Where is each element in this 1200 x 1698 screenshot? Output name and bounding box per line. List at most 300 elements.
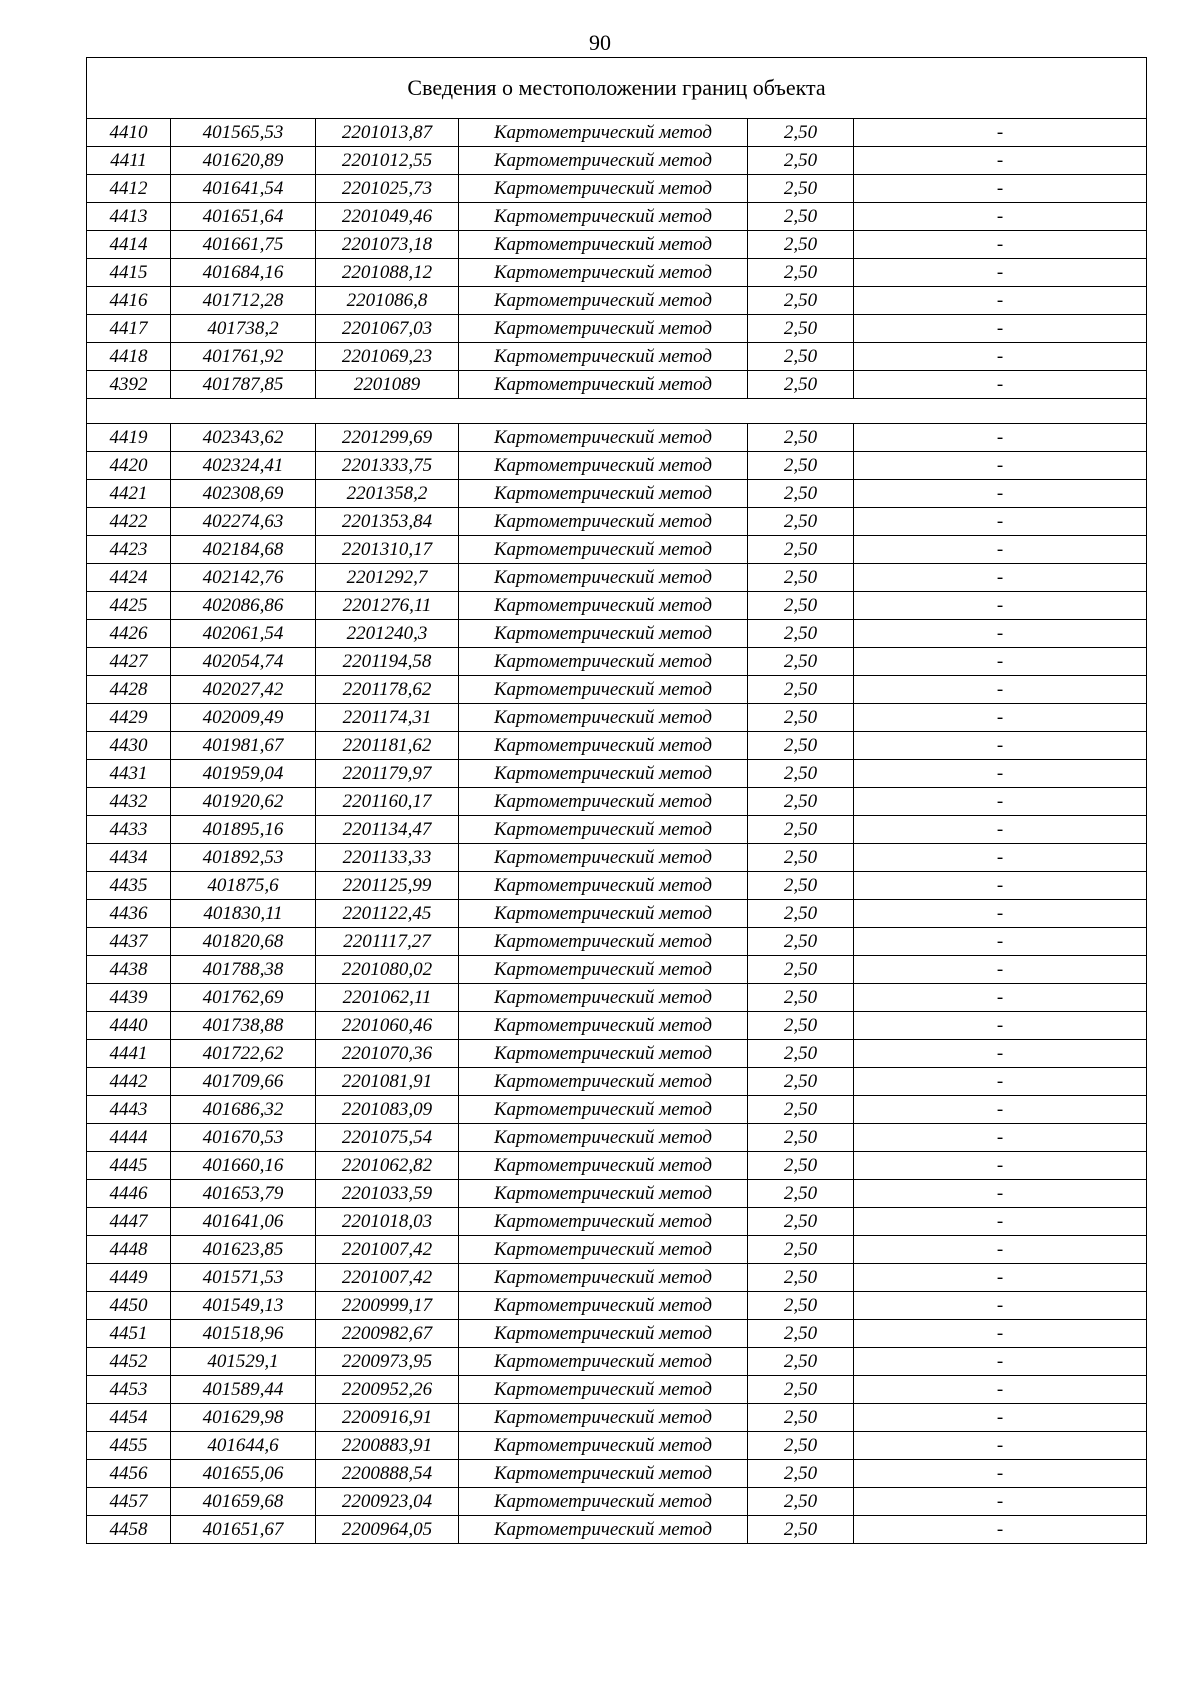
point-number-cell: 4419 [87,424,171,452]
table-row [87,452,1147,480]
description-cell: - [854,1460,1147,1488]
accuracy-cell: 2,50 [748,1432,854,1460]
description-cell: - [854,648,1147,676]
point-number-cell: 4411 [87,147,171,175]
table-row [87,1180,1147,1208]
y-coordinate-cell: 2201081,91 [316,1068,459,1096]
method-cell: Картометрический метод [459,1124,748,1152]
description-cell: - [854,480,1147,508]
table-row [87,1040,1147,1068]
x-coordinate-cell: 401660,16 [171,1152,316,1180]
table-row [87,928,1147,956]
description-cell: - [854,732,1147,760]
y-coordinate-cell: 2201358,2 [316,480,459,508]
method-cell: Картометрический метод [459,1068,748,1096]
accuracy-cell: 2,50 [748,480,854,508]
method-cell: Картометрический метод [459,1208,748,1236]
description-cell: - [854,1320,1147,1348]
y-coordinate-cell: 2201353,84 [316,508,459,536]
method-cell: Картометрический метод [459,592,748,620]
table-row [87,536,1147,564]
point-number-cell: 4421 [87,480,171,508]
x-coordinate-cell: 401875,6 [171,872,316,900]
description-cell: - [854,452,1147,480]
separator-cell [87,399,1147,424]
table-row [87,900,1147,928]
x-coordinate-cell: 401670,53 [171,1124,316,1152]
point-number-cell: 4423 [87,536,171,564]
method-cell: Картометрический метод [459,424,748,452]
y-coordinate-cell: 2201018,03 [316,1208,459,1236]
description-cell: - [854,1264,1147,1292]
y-coordinate-cell: 2200999,17 [316,1292,459,1320]
accuracy-cell: 2,50 [748,1236,854,1264]
accuracy-cell: 2,50 [748,676,854,704]
description-cell: - [854,788,1147,816]
description-cell: - [854,704,1147,732]
y-coordinate-cell: 2201133,33 [316,844,459,872]
method-cell: Картометрический метод [459,956,748,984]
point-number-cell: 4417 [87,315,171,343]
point-number-cell: 4451 [87,1320,171,1348]
method-cell: Картометрический метод [459,371,748,399]
y-coordinate-cell: 2201060,46 [316,1012,459,1040]
accuracy-cell: 2,50 [748,592,854,620]
x-coordinate-cell: 401644,6 [171,1432,316,1460]
x-coordinate-cell: 401959,04 [171,760,316,788]
accuracy-cell: 2,50 [748,1152,854,1180]
description-cell: - [854,1404,1147,1432]
x-coordinate-cell: 401762,69 [171,984,316,1012]
description-cell: - [854,900,1147,928]
y-coordinate-cell: 2201049,46 [316,203,459,231]
description-cell: - [854,1348,1147,1376]
y-coordinate-cell: 2201069,23 [316,343,459,371]
x-coordinate-cell: 401641,54 [171,175,316,203]
accuracy-cell: 2,50 [748,175,854,203]
accuracy-cell: 2,50 [748,203,854,231]
point-number-cell: 4455 [87,1432,171,1460]
x-coordinate-cell: 401830,11 [171,900,316,928]
y-coordinate-cell: 2200952,26 [316,1376,459,1404]
method-cell: Картометрический метод [459,203,748,231]
point-number-cell: 4420 [87,452,171,480]
x-coordinate-cell: 401738,2 [171,315,316,343]
description-cell: - [854,1432,1147,1460]
point-number-cell: 4439 [87,984,171,1012]
x-coordinate-cell: 402054,74 [171,648,316,676]
description-cell: - [854,536,1147,564]
point-number-cell: 4432 [87,788,171,816]
method-cell: Картометрический метод [459,732,748,760]
x-coordinate-cell: 401529,1 [171,1348,316,1376]
table-row [87,480,1147,508]
y-coordinate-cell: 2201033,59 [316,1180,459,1208]
x-coordinate-cell: 401892,53 [171,844,316,872]
table-row [87,1068,1147,1096]
point-number-cell: 4445 [87,1152,171,1180]
method-cell: Картометрический метод [459,508,748,536]
description-cell: - [854,119,1147,147]
table-row [87,956,1147,984]
y-coordinate-cell: 2201070,36 [316,1040,459,1068]
method-cell: Картометрический метод [459,816,748,844]
accuracy-cell: 2,50 [748,620,854,648]
description-cell: - [854,1012,1147,1040]
x-coordinate-cell: 401571,53 [171,1264,316,1292]
x-coordinate-cell: 401686,32 [171,1096,316,1124]
y-coordinate-cell: 2201080,02 [316,956,459,984]
x-coordinate-cell: 402061,54 [171,620,316,648]
table-row [87,1264,1147,1292]
y-coordinate-cell: 2200888,54 [316,1460,459,1488]
y-coordinate-cell: 2201181,62 [316,732,459,760]
method-cell: Картометрический метод [459,844,748,872]
table-row [87,1208,1147,1236]
description-cell: - [854,287,1147,315]
x-coordinate-cell: 402343,62 [171,424,316,452]
point-number-cell: 4436 [87,900,171,928]
y-coordinate-cell: 2201134,47 [316,816,459,844]
method-cell: Картометрический метод [459,1180,748,1208]
group-separator-row [87,399,1147,424]
method-cell: Картометрический метод [459,1488,748,1516]
accuracy-cell: 2,50 [748,147,854,175]
point-number-cell: 4414 [87,231,171,259]
y-coordinate-cell: 2201067,03 [316,315,459,343]
method-cell: Картометрический метод [459,1432,748,1460]
x-coordinate-cell: 401788,38 [171,956,316,984]
y-coordinate-cell: 2201007,42 [316,1264,459,1292]
point-number-cell: 4434 [87,844,171,872]
x-coordinate-cell: 402086,86 [171,592,316,620]
table-row [87,147,1147,175]
method-cell: Картометрический метод [459,984,748,1012]
accuracy-cell: 2,50 [748,1012,854,1040]
x-coordinate-cell: 401920,62 [171,788,316,816]
point-number-cell: 4392 [87,371,171,399]
y-coordinate-cell: 2201088,12 [316,259,459,287]
accuracy-cell: 2,50 [748,343,854,371]
x-coordinate-cell: 401651,64 [171,203,316,231]
table-row [87,343,1147,371]
method-cell: Картометрический метод [459,872,748,900]
table-title: Сведения о местоположении границ объекта [87,58,1147,119]
point-number-cell: 4424 [87,564,171,592]
table-row [87,371,1147,399]
x-coordinate-cell: 401653,79 [171,1180,316,1208]
description-cell: - [854,1124,1147,1152]
method-cell: Картометрический метод [459,1096,748,1124]
description-cell: - [854,1292,1147,1320]
x-coordinate-cell: 401712,28 [171,287,316,315]
y-coordinate-cell: 2201299,69 [316,424,459,452]
table-row [87,704,1147,732]
description-cell: - [854,760,1147,788]
method-cell: Картометрический метод [459,1264,748,1292]
point-number-cell: 4435 [87,872,171,900]
method-cell: Картометрический метод [459,1320,748,1348]
y-coordinate-cell: 2201240,3 [316,620,459,648]
accuracy-cell: 2,50 [748,1460,854,1488]
method-cell: Картометрический метод [459,119,748,147]
point-number-cell: 4453 [87,1376,171,1404]
method-cell: Картометрический метод [459,536,748,564]
point-number-cell: 4446 [87,1180,171,1208]
point-number-cell: 4433 [87,816,171,844]
table-row [87,564,1147,592]
x-coordinate-cell: 401659,68 [171,1488,316,1516]
table-row [87,1516,1147,1544]
description-cell: - [854,928,1147,956]
table-row [87,620,1147,648]
y-coordinate-cell: 2201083,09 [316,1096,459,1124]
x-coordinate-cell: 401549,13 [171,1292,316,1320]
description-cell: - [854,1208,1147,1236]
point-number-cell: 4418 [87,343,171,371]
method-cell: Картометрический метод [459,676,748,704]
accuracy-cell: 2,50 [748,816,854,844]
method-cell: Картометрический метод [459,315,748,343]
x-coordinate-cell: 402184,68 [171,536,316,564]
accuracy-cell: 2,50 [748,872,854,900]
y-coordinate-cell: 2200973,95 [316,1348,459,1376]
table-row [87,984,1147,1012]
description-cell: - [854,508,1147,536]
y-coordinate-cell: 2200964,05 [316,1516,459,1544]
method-cell: Картометрический метод [459,1348,748,1376]
accuracy-cell: 2,50 [748,287,854,315]
table-row [87,1292,1147,1320]
accuracy-cell: 2,50 [748,844,854,872]
y-coordinate-cell: 2201007,42 [316,1236,459,1264]
table-row [87,1488,1147,1516]
description-cell: - [854,259,1147,287]
accuracy-cell: 2,50 [748,1376,854,1404]
method-cell: Картометрический метод [459,175,748,203]
description-cell: - [854,1236,1147,1264]
method-cell: Картометрический метод [459,1040,748,1068]
accuracy-cell: 2,50 [748,1516,854,1544]
x-coordinate-cell: 402324,41 [171,452,316,480]
table-row [87,287,1147,315]
method-cell: Картометрический метод [459,343,748,371]
table-row [87,259,1147,287]
accuracy-cell: 2,50 [748,788,854,816]
point-number-cell: 4456 [87,1460,171,1488]
method-cell: Картометрический метод [459,1404,748,1432]
accuracy-cell: 2,50 [748,508,854,536]
accuracy-cell: 2,50 [748,704,854,732]
description-cell: - [854,424,1147,452]
method-cell: Картометрический метод [459,648,748,676]
accuracy-cell: 2,50 [748,1488,854,1516]
x-coordinate-cell: 401722,62 [171,1040,316,1068]
table-row [87,732,1147,760]
table-row [87,315,1147,343]
x-coordinate-cell: 401761,92 [171,343,316,371]
x-coordinate-cell: 401738,88 [171,1012,316,1040]
description-cell: - [854,1516,1147,1544]
table-row [87,175,1147,203]
x-coordinate-cell: 401620,89 [171,147,316,175]
point-number-cell: 4458 [87,1516,171,1544]
table-row [87,231,1147,259]
x-coordinate-cell: 401661,75 [171,231,316,259]
point-number-cell: 4429 [87,704,171,732]
description-cell: - [854,1096,1147,1124]
method-cell: Картометрический метод [459,147,748,175]
method-cell: Картометрический метод [459,760,748,788]
method-cell: Картометрический метод [459,900,748,928]
description-cell: - [854,343,1147,371]
accuracy-cell: 2,50 [748,1292,854,1320]
x-coordinate-cell: 401518,96 [171,1320,316,1348]
x-coordinate-cell: 401655,06 [171,1460,316,1488]
point-number-cell: 4447 [87,1208,171,1236]
table-row [87,844,1147,872]
method-cell: Картометрический метод [459,452,748,480]
accuracy-cell: 2,50 [748,424,854,452]
y-coordinate-cell: 2201194,58 [316,648,459,676]
y-coordinate-cell: 2201179,97 [316,760,459,788]
point-number-cell: 4441 [87,1040,171,1068]
table-row [87,1320,1147,1348]
description-cell: - [854,203,1147,231]
x-coordinate-cell: 401589,44 [171,1376,316,1404]
table-row [87,760,1147,788]
description-cell: - [854,956,1147,984]
table-row [87,676,1147,704]
x-coordinate-cell: 402009,49 [171,704,316,732]
table-row [87,1012,1147,1040]
method-cell: Картометрический метод [459,1376,748,1404]
y-coordinate-cell: 2201025,73 [316,175,459,203]
y-coordinate-cell: 2201160,17 [316,788,459,816]
x-coordinate-cell: 402274,63 [171,508,316,536]
method-cell: Картометрический метод [459,1460,748,1488]
y-coordinate-cell: 2201089 [316,371,459,399]
method-cell: Картометрический метод [459,287,748,315]
y-coordinate-cell: 2201012,55 [316,147,459,175]
description-cell: - [854,564,1147,592]
description-cell: - [854,844,1147,872]
point-number-cell: 4410 [87,119,171,147]
description-cell: - [854,1068,1147,1096]
y-coordinate-cell: 2201117,27 [316,928,459,956]
x-coordinate-cell: 402142,76 [171,564,316,592]
accuracy-cell: 2,50 [748,1096,854,1124]
description-cell: - [854,676,1147,704]
x-coordinate-cell: 401820,68 [171,928,316,956]
y-coordinate-cell: 2201013,87 [316,119,459,147]
accuracy-cell: 2,50 [748,119,854,147]
x-coordinate-cell: 401629,98 [171,1404,316,1432]
accuracy-cell: 2,50 [748,956,854,984]
x-coordinate-cell: 402308,69 [171,480,316,508]
method-cell: Картометрический метод [459,1292,748,1320]
y-coordinate-cell: 2201062,82 [316,1152,459,1180]
accuracy-cell: 2,50 [748,1040,854,1068]
table-row [87,1460,1147,1488]
method-cell: Картометрический метод [459,928,748,956]
x-coordinate-cell: 402027,42 [171,676,316,704]
accuracy-cell: 2,50 [748,760,854,788]
accuracy-cell: 2,50 [748,1348,854,1376]
y-coordinate-cell: 2201310,17 [316,536,459,564]
point-number-cell: 4448 [87,1236,171,1264]
description-cell: - [854,231,1147,259]
x-coordinate-cell: 401651,67 [171,1516,316,1544]
accuracy-cell: 2,50 [748,564,854,592]
description-cell: - [854,872,1147,900]
point-number-cell: 4416 [87,287,171,315]
method-cell: Картометрический метод [459,231,748,259]
description-cell: - [854,371,1147,399]
table-row [87,1152,1147,1180]
point-number-cell: 4437 [87,928,171,956]
y-coordinate-cell: 2200916,91 [316,1404,459,1432]
description-cell: - [854,816,1147,844]
point-number-cell: 4426 [87,620,171,648]
accuracy-cell: 2,50 [748,984,854,1012]
accuracy-cell: 2,50 [748,928,854,956]
y-coordinate-cell: 2201075,54 [316,1124,459,1152]
y-coordinate-cell: 2201174,31 [316,704,459,732]
table-row [87,1348,1147,1376]
point-number-cell: 4425 [87,592,171,620]
method-cell: Картометрический метод [459,1012,748,1040]
method-cell: Картометрический метод [459,1152,748,1180]
y-coordinate-cell: 2201122,45 [316,900,459,928]
x-coordinate-cell: 401895,16 [171,816,316,844]
accuracy-cell: 2,50 [748,1208,854,1236]
x-coordinate-cell: 401684,16 [171,259,316,287]
x-coordinate-cell: 401981,67 [171,732,316,760]
point-number-cell: 4440 [87,1012,171,1040]
y-coordinate-cell: 2201292,7 [316,564,459,592]
y-coordinate-cell: 2201178,62 [316,676,459,704]
x-coordinate-cell: 401787,85 [171,371,316,399]
description-cell: - [854,620,1147,648]
table-row [87,816,1147,844]
point-number-cell: 4422 [87,508,171,536]
point-number-cell: 4428 [87,676,171,704]
y-coordinate-cell: 2201073,18 [316,231,459,259]
point-number-cell: 4450 [87,1292,171,1320]
table-row [87,119,1147,147]
method-cell: Картометрический метод [459,259,748,287]
accuracy-cell: 2,50 [748,1068,854,1096]
method-cell: Картометрический метод [459,620,748,648]
y-coordinate-cell: 2200883,91 [316,1432,459,1460]
y-coordinate-cell: 2200923,04 [316,1488,459,1516]
y-coordinate-cell: 2201125,99 [316,872,459,900]
table-row [87,424,1147,452]
x-coordinate-cell: 401709,66 [171,1068,316,1096]
point-number-cell: 4457 [87,1488,171,1516]
description-cell: - [854,984,1147,1012]
y-coordinate-cell: 2201276,11 [316,592,459,620]
table-row [87,648,1147,676]
table-row [87,1236,1147,1264]
y-coordinate-cell: 2201062,11 [316,984,459,1012]
point-number-cell: 4438 [87,956,171,984]
point-number-cell: 4427 [87,648,171,676]
accuracy-cell: 2,50 [748,1404,854,1432]
description-cell: - [854,1180,1147,1208]
table-row [87,1376,1147,1404]
